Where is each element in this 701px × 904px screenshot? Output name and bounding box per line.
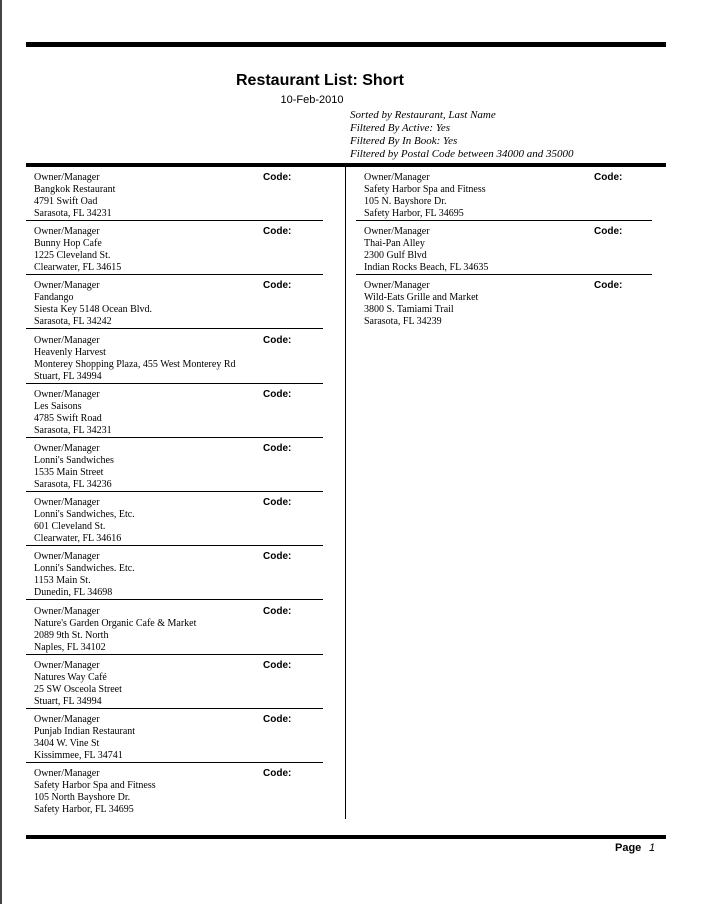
entry-lines xyxy=(34,606,196,654)
code-label: Code: xyxy=(594,280,623,292)
entry-address: 2300 Gulf Blvd xyxy=(364,250,427,262)
entry-address: 3800 S. Tamiami Trail xyxy=(364,304,454,316)
entry-role: Owner/Manager xyxy=(34,226,100,238)
entry-name: Safety Harbor Spa and Fitness xyxy=(34,780,156,792)
entry-address: Monterey Shopping Plaza, 455 West Monterey Rd xyxy=(34,358,236,370)
code-label: Code: xyxy=(263,280,292,292)
restaurant-entry xyxy=(26,168,323,221)
column-divider xyxy=(345,167,346,819)
entry-role: Owner/Manager xyxy=(34,172,100,183)
code-label: Code: xyxy=(263,659,292,671)
entry-lines xyxy=(34,172,115,220)
entry-lines xyxy=(34,389,112,437)
restaurant-entry xyxy=(26,222,323,275)
entry-role: Owner/Manager xyxy=(34,497,100,509)
entry-address: 2089 9th St. North xyxy=(34,629,109,641)
entry-name: Thai-Pan Alley xyxy=(364,238,425,250)
page-left-edge xyxy=(0,0,2,904)
entry-lines xyxy=(34,280,152,328)
report-title: Restaurant List: Short xyxy=(235,72,404,89)
entry-city: Safety Harbor, FL 34695 xyxy=(364,208,464,219)
code-label: Code: xyxy=(263,605,292,617)
filter-line: Filtered By Active: Yes xyxy=(350,122,451,134)
top-rule xyxy=(26,42,666,47)
entry-address: 25 SW Osceola Street xyxy=(34,683,122,695)
entry-lines xyxy=(34,660,122,708)
code-label: Code: xyxy=(263,388,292,400)
header-rule xyxy=(26,163,666,167)
entry-city: Indian Rocks Beach, FL 34635 xyxy=(364,262,489,274)
code-label: Code: xyxy=(594,226,623,238)
entry-role: Owner/Manager xyxy=(34,714,100,725)
entry-address: Siesta Key 5148 Ocean Blvd. xyxy=(34,304,153,316)
code-label: Code: xyxy=(263,714,292,725)
entry-address: 105 N. Bayshore Dr. xyxy=(364,196,447,207)
restaurant-entry xyxy=(26,276,323,329)
code-label: Code: xyxy=(263,497,292,509)
entry-name: Lonni's Sandwiches, Etc. xyxy=(34,509,135,521)
entry-name: Punjab Indian Restaurant xyxy=(34,726,136,737)
entry-lines xyxy=(34,335,235,383)
entry-lines xyxy=(34,443,114,491)
entry-name: Lonni's Sandwiches xyxy=(34,455,114,466)
entry-role: Owner/Manager xyxy=(364,226,430,238)
code-label: Code: xyxy=(263,334,292,346)
code-label: Code: xyxy=(263,226,292,238)
entry-name: Heavenly Harvest xyxy=(34,346,106,358)
code-label: Code: xyxy=(263,172,292,183)
entry-address: 4785 Swift Road xyxy=(34,412,102,424)
entry-city: Sarasota, FL 34231 xyxy=(34,208,112,219)
entry-lines xyxy=(34,768,156,816)
entry-role: Owner/Manager xyxy=(34,605,100,617)
report-date: 10-Feb-2010 xyxy=(280,94,344,106)
entry-role: Owner/Manager xyxy=(34,334,100,346)
entry-address: 3404 W. Vine St xyxy=(34,738,100,749)
restaurant-entry xyxy=(26,385,323,438)
entry-address: 601 Cleveland St. xyxy=(34,521,106,533)
entry-lines xyxy=(34,714,135,762)
entry-city: Sarasota, FL 34242 xyxy=(34,316,112,328)
footer-rule xyxy=(26,835,666,839)
restaurant-entry xyxy=(26,493,323,546)
entry-lines xyxy=(34,497,135,545)
entry-name: Nature's Garden Organic Cafe & Market xyxy=(34,617,197,629)
entry-city: Dunedin, FL 34698 xyxy=(34,587,113,599)
restaurant-entry xyxy=(356,222,652,275)
entry-name: Safety Harbor Spa and Fitness xyxy=(364,184,486,195)
entry-name: Fandango xyxy=(34,292,74,304)
code-label: Code: xyxy=(263,551,292,563)
entry-lines xyxy=(34,226,121,274)
restaurant-entry xyxy=(356,276,652,328)
entry-role: Owner/Manager xyxy=(364,172,430,183)
entry-role: Owner/Manager xyxy=(34,768,100,780)
filter-line: Filtered by Postal Code between 34000 and 35000 xyxy=(350,148,574,160)
entry-city: Sarasota, FL 34239 xyxy=(364,316,442,328)
entry-lines xyxy=(364,280,478,328)
entry-lines xyxy=(364,226,488,274)
entry-city: Sarasota, FL 34231 xyxy=(34,424,112,436)
entry-name: Les Saisons xyxy=(34,400,82,412)
entry-address: 1225 Cleveland St. xyxy=(34,250,111,262)
restaurant-entry xyxy=(26,764,323,816)
restaurant-entry xyxy=(26,547,323,600)
restaurant-entry xyxy=(26,710,323,763)
entry-city: Stuart, FL 34994 xyxy=(34,695,102,707)
code-label: Code: xyxy=(263,768,292,780)
entry-address: 4791 Swift Oad xyxy=(34,196,98,207)
filter-line: Filtered By In Book: Yes xyxy=(350,135,458,147)
filter-line: Sorted by Restaurant, Last Name xyxy=(350,109,496,121)
restaurant-entry xyxy=(26,602,323,655)
code-label: Code: xyxy=(594,172,623,183)
entry-role: Owner/Manager xyxy=(34,443,100,454)
entry-address: 1535 Main Street xyxy=(34,467,104,478)
entry-role: Owner/Manager xyxy=(34,280,100,292)
entry-role: Owner/Manager xyxy=(34,388,100,400)
page-label: Page xyxy=(615,842,642,854)
entry-city: Clearwater, FL 34615 xyxy=(34,262,122,274)
restaurant-entry xyxy=(26,656,323,709)
entry-name: Bunny Hop Cafe xyxy=(34,238,102,250)
entry-name: Lonni's Sandwiches. Etc. xyxy=(34,563,135,575)
entry-name: Natures Way Café xyxy=(34,671,107,683)
code-label: Code: xyxy=(263,443,292,454)
report-filters xyxy=(350,109,574,161)
entry-role: Owner/Manager xyxy=(34,551,100,563)
entry-city: Clearwater, FL 34616 xyxy=(34,533,122,545)
page-number: 1 xyxy=(649,842,656,854)
entry-city: Sarasota, FL 34236 xyxy=(34,479,112,490)
entry-address: 1153 Main St. xyxy=(34,575,91,587)
entry-lines xyxy=(34,551,135,599)
restaurant-entry xyxy=(26,331,323,384)
restaurant-entry xyxy=(356,168,652,221)
entry-lines xyxy=(364,172,486,220)
entry-role: Owner/Manager xyxy=(364,280,430,292)
entry-role: Owner/Manager xyxy=(34,659,100,671)
restaurant-entry xyxy=(26,439,323,492)
entry-address: 105 North Bayshore Dr. xyxy=(34,792,131,804)
entry-name: Wild-Eats Grille and Market xyxy=(364,292,479,304)
entry-name: Bangkok Restaurant xyxy=(34,184,116,195)
entry-city: Kissimmee, FL 34741 xyxy=(34,750,123,761)
entry-city: Naples, FL 34102 xyxy=(34,641,106,653)
entry-city: Stuart, FL 34994 xyxy=(34,370,102,382)
entry-city: Safety Harbor, FL 34695 xyxy=(34,804,134,816)
